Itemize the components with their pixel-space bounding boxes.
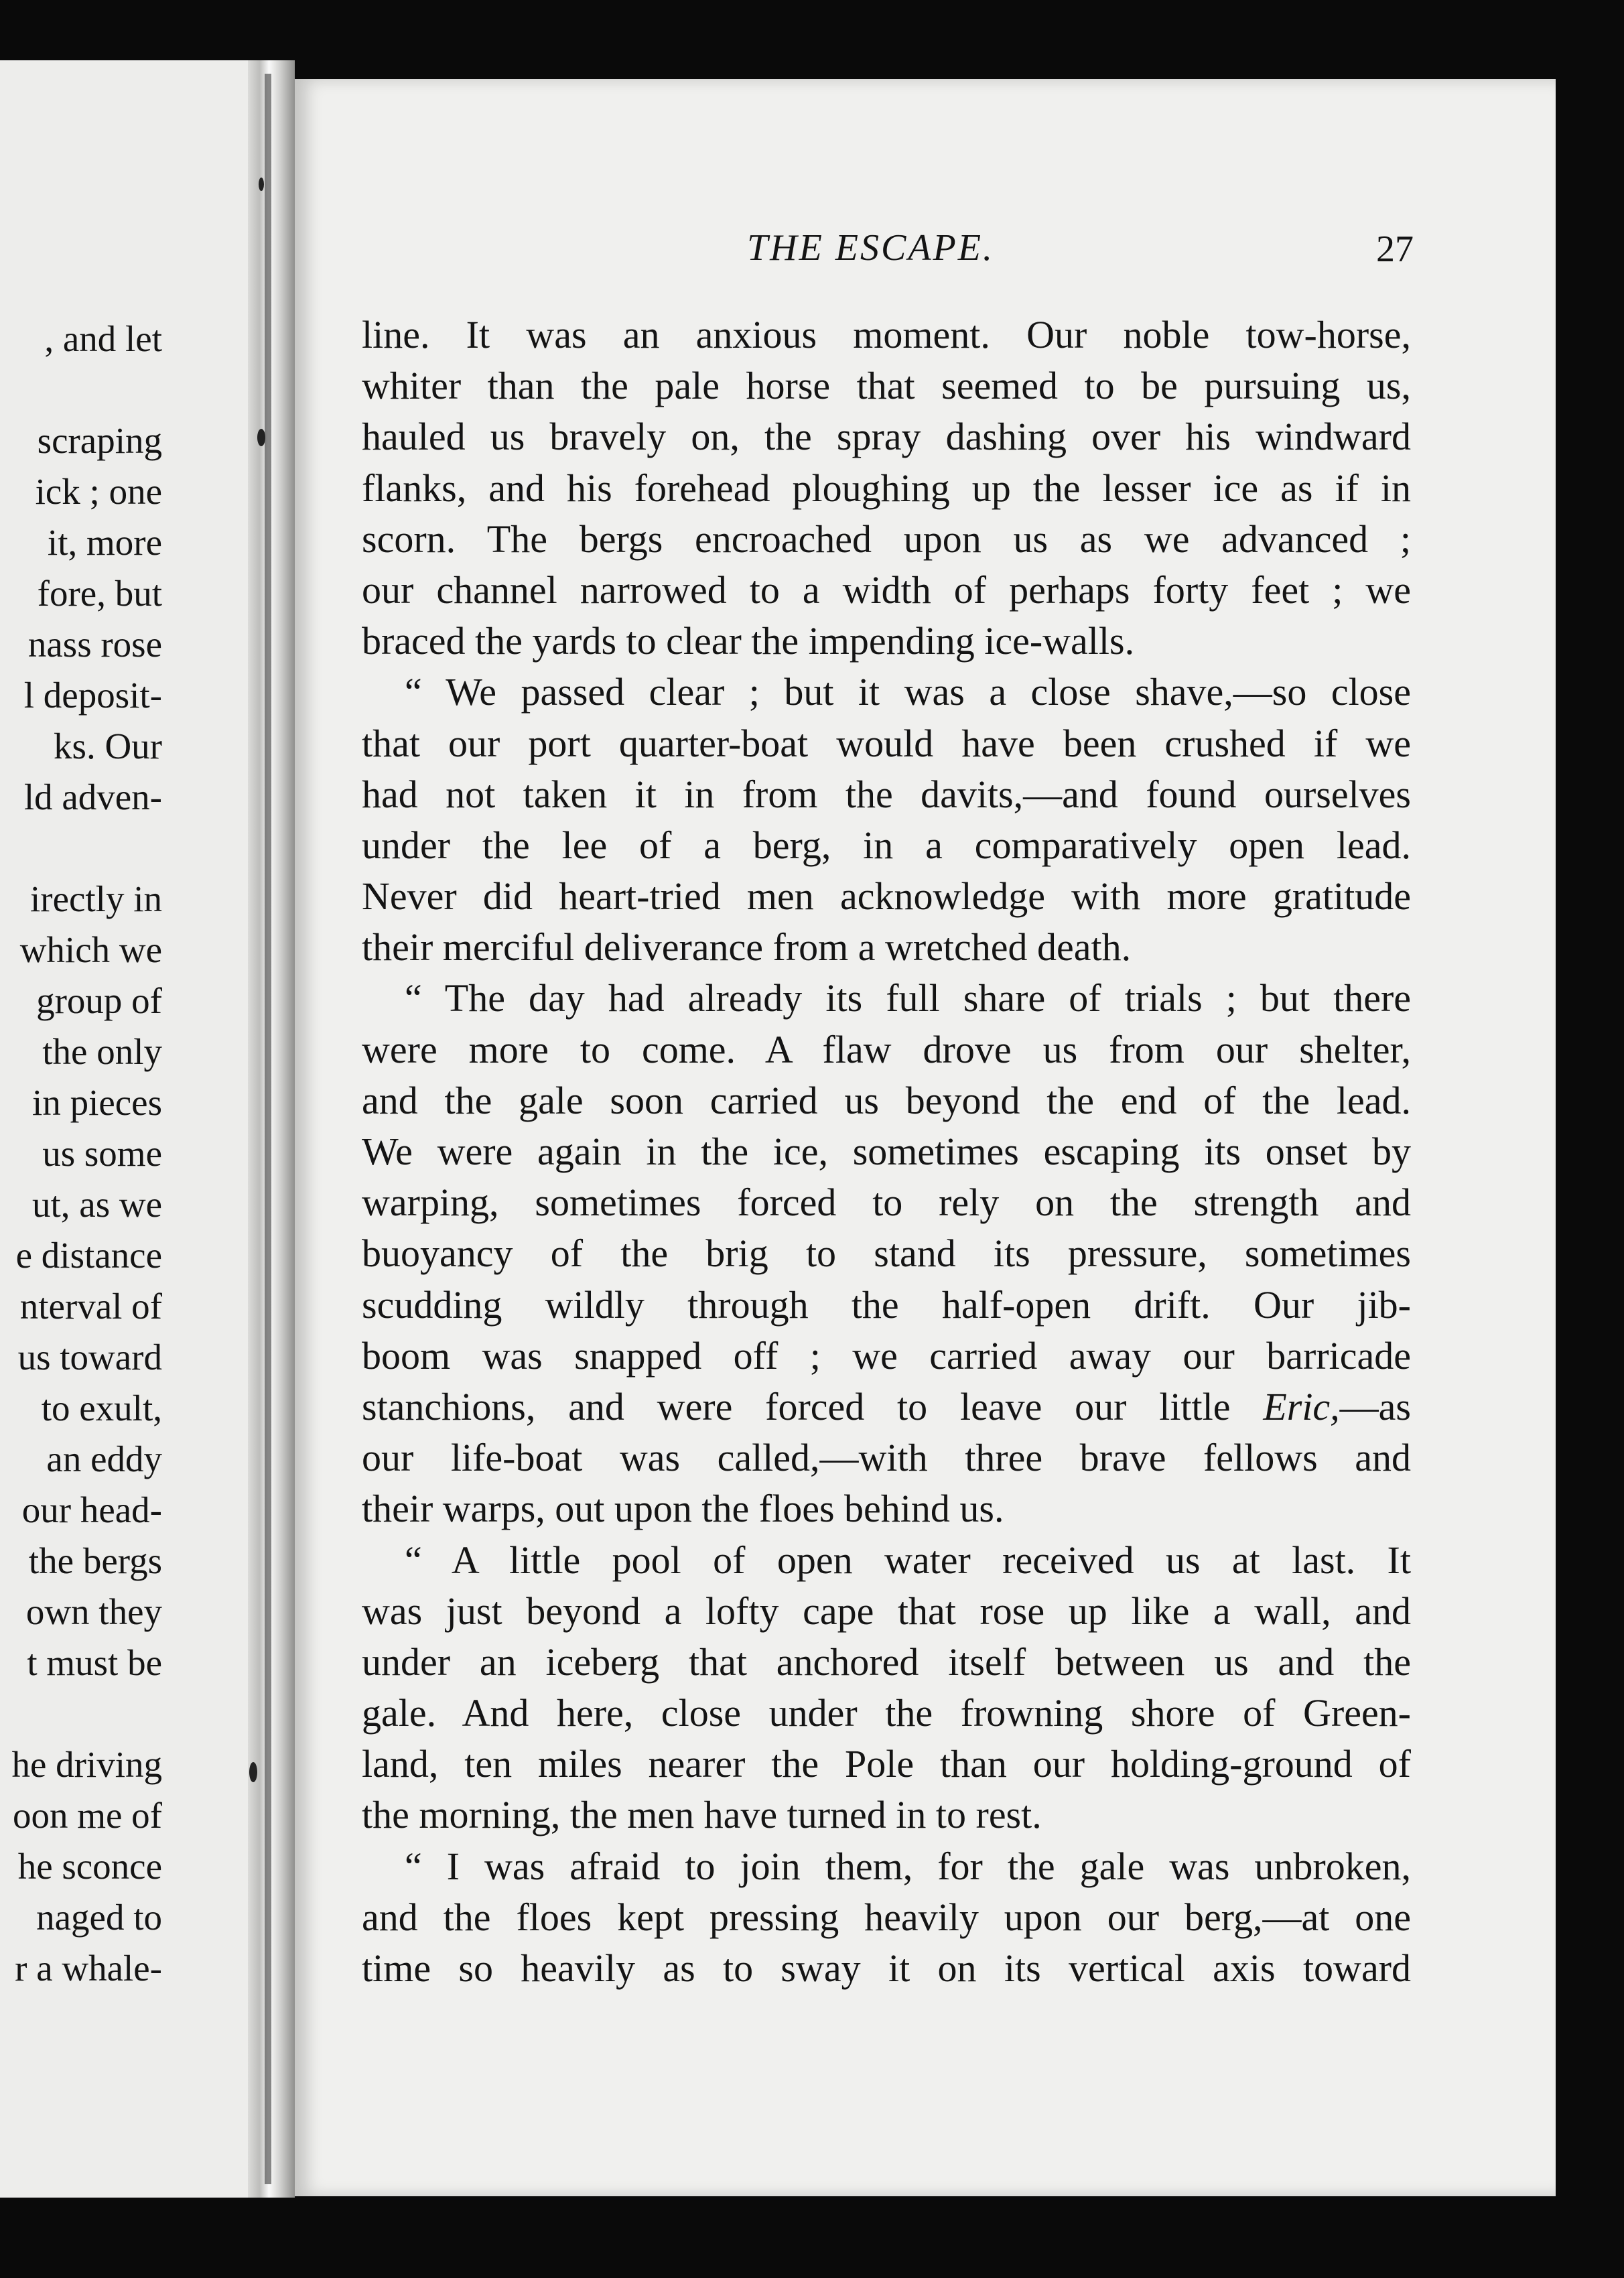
left-page-line: irectly in xyxy=(29,878,162,919)
left-page-line: he sconce xyxy=(17,1846,162,1887)
left-page-line: scraping xyxy=(37,420,162,461)
left-page-line: fore, but xyxy=(37,573,162,614)
left-page-line: our head- xyxy=(21,1489,162,1530)
body-text xyxy=(362,310,1411,1994)
left-page-line: which we xyxy=(19,929,162,970)
text-line: had not taken it in from the davits,—and found ourselves xyxy=(362,772,1411,816)
text-line: hauled us bravely on, the spray dashing over his windward xyxy=(362,415,1411,459)
text-line xyxy=(362,1382,1411,1432)
left-page-line: to exult, xyxy=(41,1388,162,1428)
left-page-line: l deposit- xyxy=(23,675,162,716)
text-line: Never did heart-tried men acknowledge with more gratitude xyxy=(362,874,1411,919)
text-line: flanks, and his forehead ploughing up the lesser ice as if in xyxy=(362,466,1411,510)
left-page-line: oon me of xyxy=(12,1795,162,1836)
text-line: were more to come. A flaw drove us from our shelter, xyxy=(362,1027,1411,1071)
text-line: that our port quarter-boat would have been crushed if we xyxy=(362,721,1411,765)
text-line: scorn. The bergs encroached upon us as we advanced ; xyxy=(362,517,1411,561)
text-line: “ I was afraid to join them, for the gale was unbroken, xyxy=(405,1844,1411,1888)
running-head: THE ESCAPE. xyxy=(747,227,994,269)
text-line: We were again in the ice, sometimes escaping its onset by xyxy=(362,1130,1411,1173)
left-page-line: us toward xyxy=(17,1337,162,1378)
text-segment: —as xyxy=(1339,1384,1411,1428)
text-line: boom was snapped off ; we carried away our barricade xyxy=(362,1333,1411,1378)
left-page-line: own they xyxy=(25,1591,162,1632)
text-line: gale. And here, close under the frowning shore of Green- xyxy=(362,1691,1411,1735)
gutter-speck xyxy=(259,178,264,191)
left-page-line: ld adven- xyxy=(23,777,162,817)
left-page-line: , and let xyxy=(44,318,162,359)
left-page-line: an eddy xyxy=(46,1438,162,1479)
text-line: time so heavily as to sway it on its vertical axis toward xyxy=(362,1946,1411,1990)
text-line: scudding wildly through the half-open drift. Our jib- xyxy=(362,1282,1411,1327)
left-page-line: ut, as we xyxy=(32,1184,162,1225)
text-line: and the floes kept pressing heavily upon our berg,—at one xyxy=(362,1895,1411,1939)
page-number: 27 xyxy=(1376,228,1414,270)
text-line: “ The day had already its full share of trials ; but there xyxy=(405,976,1411,1020)
text-segment: stanchions, and were forced to leave our little xyxy=(362,1384,1264,1428)
text-line: and the gale soon carried us beyond the end of the lead. xyxy=(362,1078,1411,1122)
text-line: line. It was an anxious moment. Our noble tow-horse, xyxy=(362,313,1411,356)
text-line: “ We passed clear ; but it was a close shave,—so close xyxy=(405,670,1411,714)
left-page-line: group of xyxy=(36,980,162,1021)
text-line: “ A little pool of open water received us at last. It xyxy=(405,1538,1411,1582)
text-line: their merciful deliverance from a wretched death. xyxy=(362,925,1132,969)
left-page-line: in pieces xyxy=(32,1082,162,1123)
left-page-line: r a whale- xyxy=(15,1948,162,1989)
left-facing-page xyxy=(0,60,248,2198)
gutter-speck xyxy=(249,1762,257,1782)
left-page-line: us some xyxy=(42,1133,162,1174)
binding-shadow xyxy=(265,74,271,2184)
left-page-line: it, more xyxy=(47,522,162,563)
left-page-line: he driving xyxy=(11,1744,162,1785)
gutter-speck xyxy=(257,429,265,446)
left-page-line: t must be xyxy=(27,1642,162,1683)
text-line: buoyancy of the brig to stand its pressure, sometimes xyxy=(362,1231,1411,1276)
text-line: under an iceberg that anchored itself between us and the xyxy=(362,1639,1411,1684)
text-line: their warps, out upon the floes behind us. xyxy=(362,1487,1004,1531)
left-page-line: ks. Our xyxy=(54,726,162,766)
text-line: was just beyond a lofty cape that rose up like a wall, and xyxy=(362,1589,1411,1633)
text-line: under the lee of a berg, in a comparatively open lead. xyxy=(362,823,1411,867)
text-line: land, ten miles nearer the Pole than our holding-ground of xyxy=(362,1742,1411,1786)
text-line: warping, sometimes forced to rely on the strength and xyxy=(362,1181,1411,1225)
text-line: braced the yards to clear the impending ice-walls. xyxy=(362,619,1135,663)
left-page-line: e distance xyxy=(15,1235,162,1276)
book-gutter xyxy=(248,60,295,2198)
left-page-line: the bergs xyxy=(28,1540,162,1581)
text-line: our life-boat was called,—with three brave fellows and xyxy=(362,1436,1411,1480)
left-page-line: nterval of xyxy=(19,1286,162,1327)
left-page-line: ick ; one xyxy=(35,471,162,512)
text-line: the morning, the men have turned in to rest. xyxy=(362,1793,1042,1837)
text-line: whiter than the pale horse that seemed to be pursuing us, xyxy=(362,364,1411,408)
left-page-line: the only xyxy=(42,1031,162,1072)
left-page-line: nass rose xyxy=(27,624,162,665)
left-page-line: naged to xyxy=(36,1897,162,1938)
text-line: our channel narrowed to a width of perhaps forty feet ; we xyxy=(362,567,1411,612)
italic-name: Eric, xyxy=(1263,1384,1340,1428)
